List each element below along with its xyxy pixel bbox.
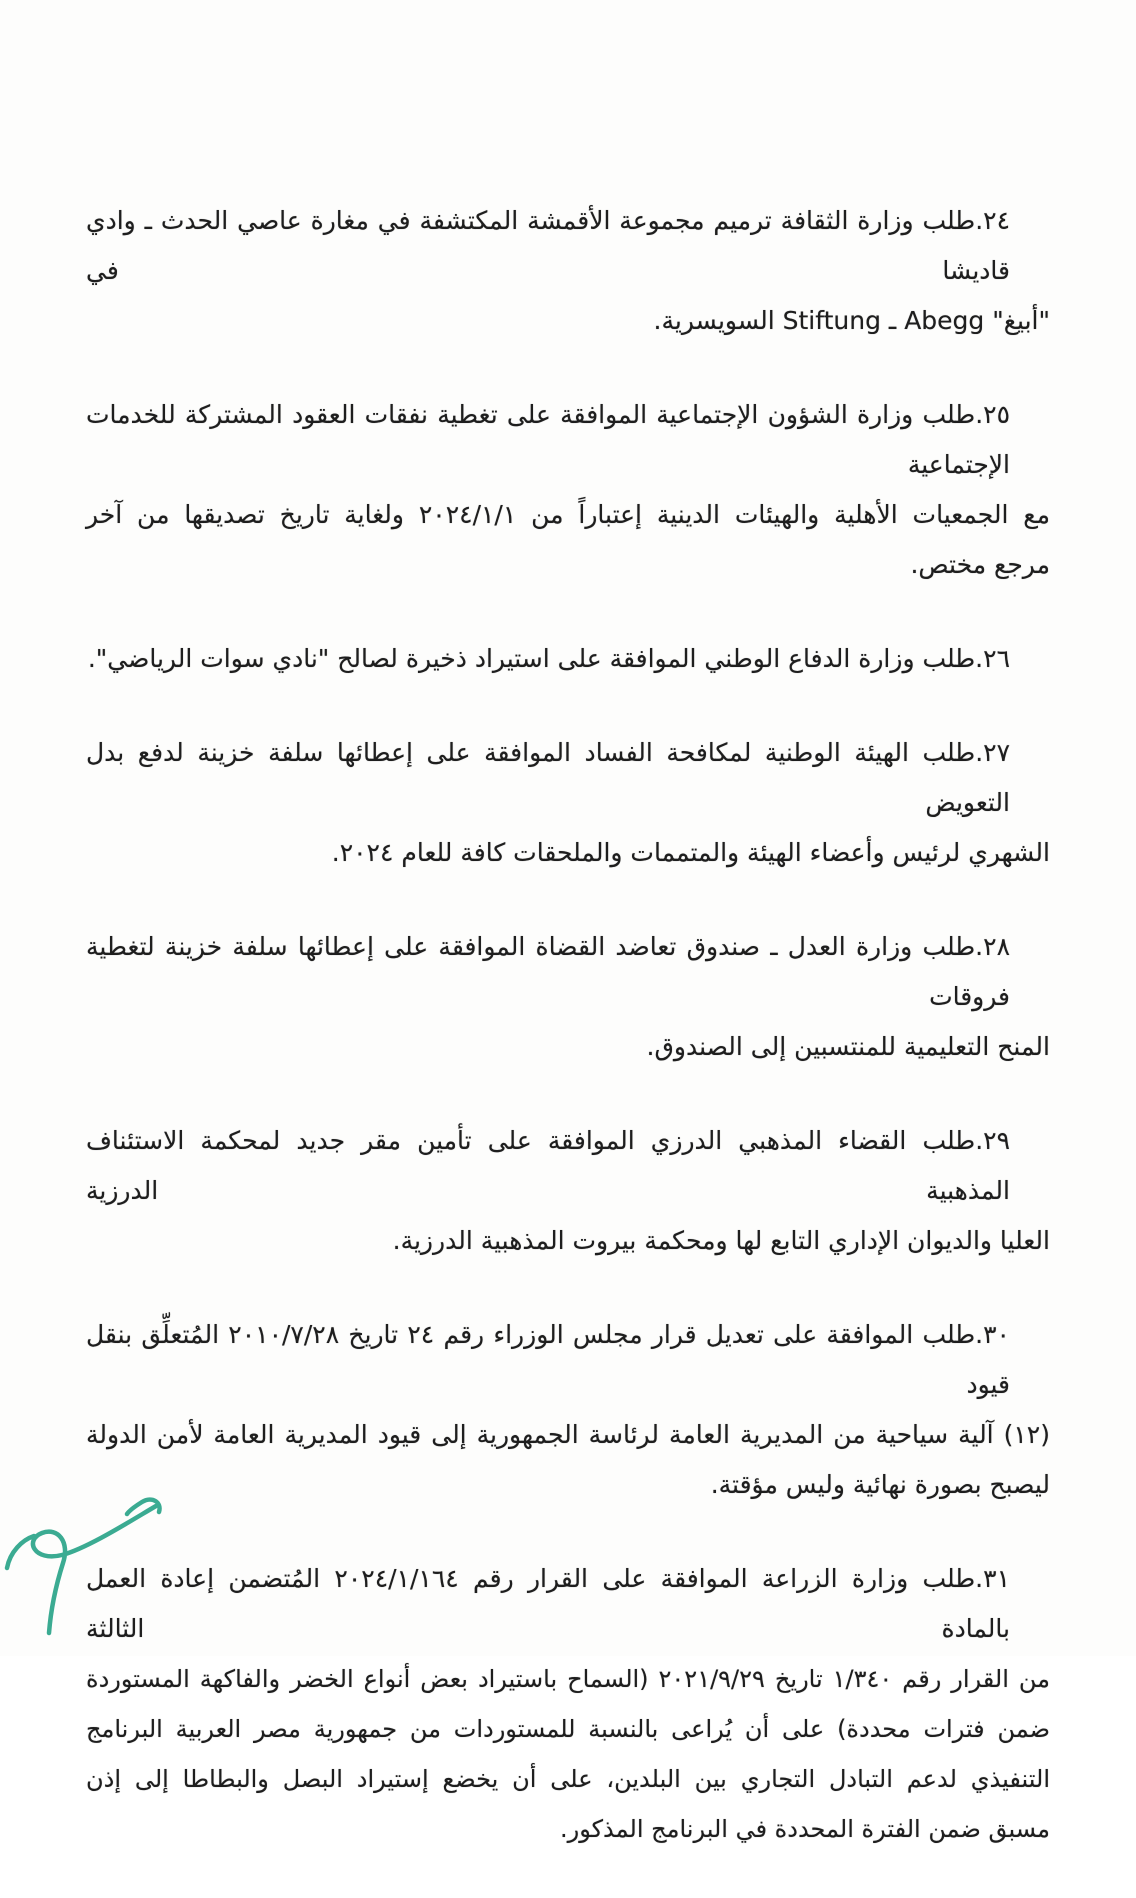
list-item-30 bbox=[86, 1310, 1050, 1510]
list-item-31-line-2: من القرار رقم ١/٣٤٠ تاريخ ٢٠٢١/٩/٢٩ (السماح باستيراد بعض أنواع الخضر والفاكهة المستوردة bbox=[86, 1665, 1051, 1693]
list-item-24-line-2: "أبيغ" Abegg ـ Stiftung السويسرية. bbox=[653, 306, 1050, 335]
list-item-29-line-1: ٢٩.طلب القضاء المذهبي الدرزي الموافقة على تأمين مقر جديد لمحكمة الاستئناف المذهبية الدرزية bbox=[86, 1126, 1010, 1205]
signature-stroke-main bbox=[7, 1506, 156, 1633]
list-item-26 bbox=[86, 634, 1050, 684]
list-item-27-line-2: الشهري لرئيس وأعضاء الهيئة والمتممات والملحقات كافة للعام ٢٠٢٤. bbox=[331, 838, 1050, 867]
list-item-24 bbox=[86, 196, 1050, 346]
list-item-28-line-1: ٢٨.طلب وزارة العدل ـ صندوق تعاضد القضاة الموافقة على إعطائها سلفة خزينة لتغطية فروقات bbox=[86, 932, 1010, 1011]
list-item-25-line-1: ٢٥.طلب وزارة الشؤون الإجتماعية الموافقة على تغطية نفقات العقود المشتركة للخدمات الإجتماعية bbox=[86, 400, 1010, 479]
list-item-31-line-4: التنفيذي لدعم التبادل التجاري بين البلدين، على أن يخضع إستيراد البصل والبطاطا إلى إذن bbox=[86, 1765, 1050, 1793]
list-item-29 bbox=[86, 1116, 1050, 1266]
list-item-25 bbox=[86, 390, 1050, 590]
list-item-31-line-5: مسبق ضمن الفترة المحددة في البرنامج المذكور. bbox=[560, 1815, 1050, 1843]
list-item-30-line-2: (١٢) آلية سياحية من المديرية العامة لرئاسة الجمهورية إلى قيود المديرية العامة لأمن الدولة bbox=[86, 1420, 1050, 1449]
document-body bbox=[86, 196, 1050, 1898]
list-item-30-line-3: ليصبح بصورة نهائية وليس مؤقتة. bbox=[710, 1470, 1050, 1499]
list-item-25-line-3: مرجع مختص. bbox=[910, 550, 1050, 579]
list-item-31-line-1: ٣١.طلب وزارة الزراعة الموافقة على القرار رقم ٢٠٢٤/١/١٦٤ المُتضمن إعادة العمل بالمادة الثالثة bbox=[86, 1564, 1010, 1643]
list-item-27-line-1: ٢٧.طلب الهيئة الوطنية لمكافحة الفساد الموافقة على إعطائها سلفة خزينة لدفع بدل التعويض bbox=[86, 738, 1010, 817]
list-item-27 bbox=[86, 728, 1050, 878]
list-item-29-line-2: العليا والديوان الإداري التابع لها ومحكمة بيروت المذهبية الدرزية. bbox=[392, 1226, 1050, 1255]
list-item-30-line-1: ٣٠.طلب الموافقة على تعديل قرار مجلس الوزراء رقم ٢٤ تاريخ ٢٠١٠/٧/٢٨ المُتعلِّق بنقل قيود bbox=[86, 1320, 1010, 1399]
list-item-28 bbox=[86, 922, 1050, 1072]
signature-mark bbox=[4, 1488, 180, 1650]
list-item-24-line-1: ٢٤.طلب وزارة الثقافة ترميم مجموعة الأقمشة المكتشفة في مغارة عاصي الحدث ـ وادي قاديشا في bbox=[86, 206, 1010, 285]
list-item-26-line-1: ٢٦.طلب وزارة الدفاع الوطني الموافقة على استيراد ذخيرة لصالح "نادي سوات الرياضي". bbox=[87, 644, 1010, 673]
list-item-28-line-2: المنح التعليمية للمنتسبين إلى الصندوق. bbox=[646, 1032, 1050, 1061]
list-item-31-line-3: ضمن فترات محددة) على أن يُراعى بالنسبة للمستوردات من جمهورية مصر العربية البرنامج bbox=[86, 1715, 1050, 1743]
list-item-25-line-2: مع الجمعيات الأهلية والهيئات الدينية إعتباراً من ٢٠٢٤/١/١ ولغاية تاريخ تصديقها من آخر bbox=[86, 500, 1051, 529]
list-item-31 bbox=[86, 1554, 1050, 1854]
